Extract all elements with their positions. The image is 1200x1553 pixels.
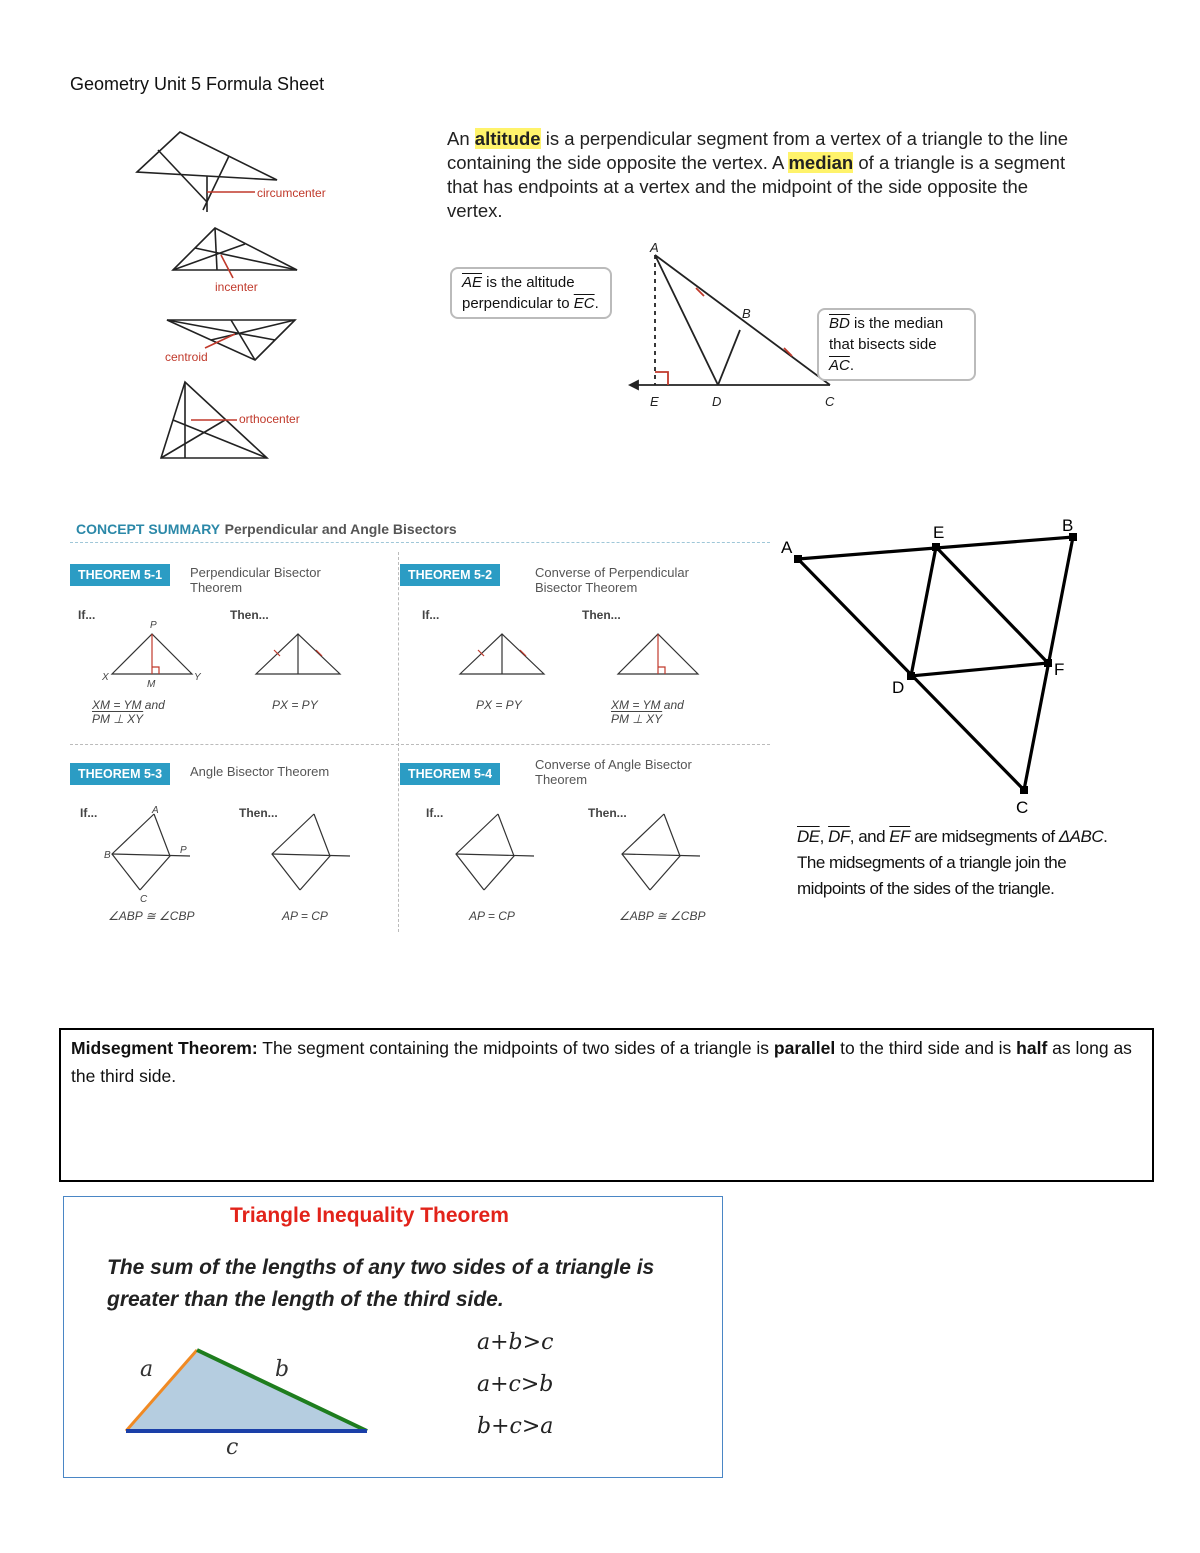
altitude-median-definition: An altitude is a perpendicular segment from a vertex of a triangle to the line containing the side opposite the vertex. A median of a triangle is a segment that has endpoints at a vertex and the midpoint of the side opposite the vertex. [447,128,1069,221]
svg-text:C: C [825,394,835,409]
theorem-5-3-name: Angle Bisector Theorem [190,764,330,779]
side-b-label: b [275,1357,290,1382]
altitude-median-figure [610,240,850,420]
circumcenter-triangle [137,132,277,180]
svg-text:C: C [1016,798,1029,815]
svg-text:B: B [742,306,751,321]
theorem-5-2-name: Converse of Perpendicular Bisector Theorem [535,565,689,595]
svg-text:E: E [933,523,945,542]
midsegment-triangle [911,547,1048,676]
median-term: median [788,152,854,173]
orthocenter-label: orthocenter [239,412,300,426]
theorem-5-1-badge: THEOREM 5-1 [70,564,170,586]
triangle-inequality-title: Triangle Inequality Theorem [230,1204,509,1227]
inequality-3: b+c>a [477,1414,554,1439]
svg-text:P: P [180,845,187,856]
svg-text:C: C [140,894,148,905]
svg-text:E: E [650,394,659,409]
theorem-5-4-name: Converse of Angle Bisector Theorem [535,757,692,787]
concept-summary-heading: CONCEPT SUMMARY [76,521,221,537]
side-c-label: c [226,1435,239,1460]
theorem-5-2-badge: THEOREM 5-2 [400,564,500,586]
page-title: Geometry Unit 5 Formula Sheet [70,74,325,94]
svg-text:Y: Y [194,672,201,683]
centroid-label: centroid [165,350,208,364]
midsegment-description: $\overline{DE}$, $\overline{DF}$, and $\overline{EF}$ are midsegments of ΔABC. The midsegments of a triangle join the midpoints of the sides of the triangle. [797,827,1108,898]
circumcenter-label: circumcenter [257,186,326,200]
side-a-label: a [140,1357,154,1382]
svg-text:A: A [781,538,793,557]
svg-text:D: D [892,678,905,697]
inequality-1: a+b>c [477,1330,554,1355]
triangle-inequality-statement: The sum of the lengths of any two sides of a triangle is greater than the length of the third side. [107,1256,655,1311]
midsegment-figure [776,515,1096,815]
svg-text:A: A [650,240,659,255]
inequality-2: a+c>b [477,1372,554,1397]
concept-summary: CONCEPT SUMMARY Perpendicular and Angle Bisectors THEOREM 5-1 Perpendicular Bisector Theorem If... Then... XM = YM and PM ⊥ XY PX = PY THEOREM 5-2 Converse of Perpendicular Bisector Theorem If... Then... PX = PY XM = YM and PM ⊥ XY THEOREM 5-3 Angle Bisector Theorem If... Then... ∠ABP ≅ ∠CBP AP = CP THEOREM 5-4 Converse of Angle Bisector Theorem If... Then... AP = CP ∠ABP ≅ ∠CBP P X Y M A B P C [66,512,774,942]
svg-text:P: P [150,620,157,631]
triangle-centers-figure [125,120,375,470]
concept-diagrams [66,512,774,942]
svg-text:M: M [147,679,156,690]
svg-text:D: D [712,394,722,409]
svg-text:B: B [104,850,111,861]
theorem-5-4-badge: THEOREM 5-4 [400,763,500,785]
midsegment-theorem-label: Midsegment Theorem: [71,1038,258,1058]
incenter-label: incenter [215,280,258,294]
svg-text:F: F [1054,660,1065,679]
theorem-5-1-name: Perpendicular Bisector Theorem [190,565,321,595]
altitude-term: altitude [474,128,541,149]
theorem-5-3-badge: THEOREM 5-3 [70,763,170,785]
svg-text:X: X [102,672,109,683]
svg-text:B: B [1062,516,1074,535]
svg-text:A: A [152,805,159,816]
median-callout: $\overline{BD}$ is the median that bisects side $\overline{AC}$. [817,308,976,381]
midsegment-theorem-box: Midsegment Theorem: The segment containing the midpoints of two sides of a triangle is parallel to the third side and is half as long as the third side. [59,1028,1154,1182]
altitude-callout: $\overline{AE}$ is the altitude perpendicular to $\overline{EC}$. [450,267,612,319]
concept-summary-subheading: Perpendicular and Angle Bisectors [224,521,457,537]
